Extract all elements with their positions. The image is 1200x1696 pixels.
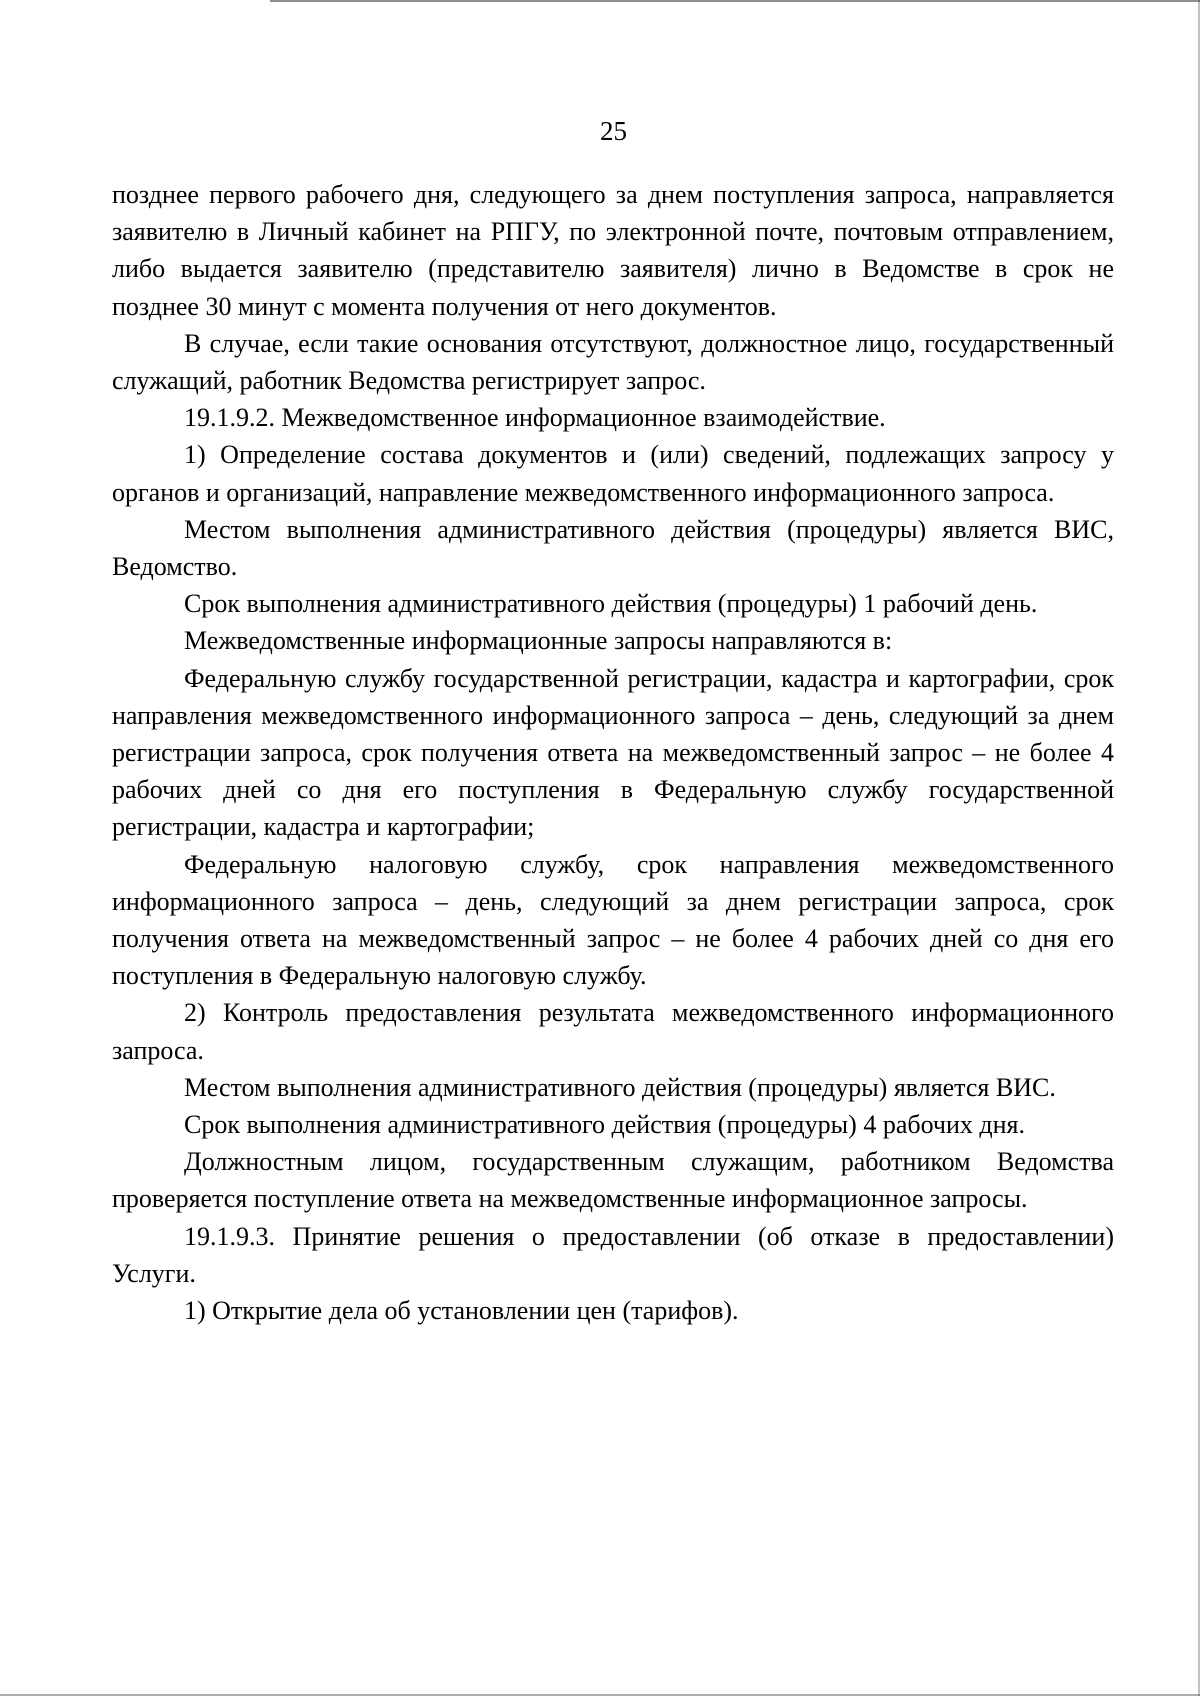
paragraph: 1) Открытие дела об установлении цен (тарифов). <box>184 1296 739 1326</box>
paragraph: Должностным лицом, государственным служащим, работником Ведомства проверяется поступление ответа на межведомственные информационное запросы. <box>112 1147 1114 1214</box>
section-heading-19-1-9-3: 19.1.9.3. Принятие решения о предоставлении (об отказе в предоставлении) Услуги. <box>112 1221 1114 1288</box>
paragraph: позднее первого рабочего дня, следующего за днем поступления запроса, направляется заявителю в Личный кабинет на РПГУ, по электронной почте, почтовым отправлением, либо выдается заявителю (представителю заявителя) лично в Ведомстве в срок не позднее 30 минут с момента получения от него документов. <box>112 180 1114 321</box>
paragraph: Межведомственные информационные запросы направляются в: <box>184 626 893 656</box>
paragraph: Срок выполнения административного действия (процедуры) 1 рабочий день. <box>184 589 1038 619</box>
scan-top-edge <box>270 0 1200 2</box>
paragraph: Федеральную налоговую службу, срок направления межведомственного информационного запроса – день, следующий за днем регистрации запроса, срок получения ответа на межведомственный запрос – не более 4 рабочих дней со дня его поступления в Федеральную налоговую службу. <box>112 849 1114 991</box>
document-body <box>112 176 1114 1329</box>
paragraph: 1) Определение состава документов и (или) сведений, подлежащих запросу у органов и организаций, направление межведомственного информационного запроса. <box>112 440 1114 507</box>
page-number: 25 <box>600 116 627 146</box>
paragraph: Местом выполнения административного действия (процедуры) является ВИС. <box>184 1072 1056 1102</box>
paragraph: В случае, если такие основания отсутствуют, должностное лицо, государственный служащий, работник Ведомства регистрирует запрос. <box>112 328 1114 396</box>
paragraph: Срок выполнения административного действия (процедуры) 4 рабочих дня. <box>184 1110 1026 1140</box>
paragraph: 2) Контроль предоставления результата межведомственного информационного запроса. <box>112 998 1114 1065</box>
paragraph: Местом выполнения административного действия (процедуры) является ВИС, Ведомство. <box>112 514 1114 582</box>
section-heading-19-1-9-2: 19.1.9.2. Межведомственное информационное взаимодействие. <box>184 403 886 433</box>
paragraph: Федеральную службу государственной регистрации, кадастра и картографии, срок направления межведомственного информационного запроса – день, следующий за днем регистрации запроса, срок получения ответа на межведомственный запрос – не более 4 рабочих дней со дня его поступления в Федеральную службу государственной регистрации, кадастра и картографии; <box>112 663 1114 842</box>
